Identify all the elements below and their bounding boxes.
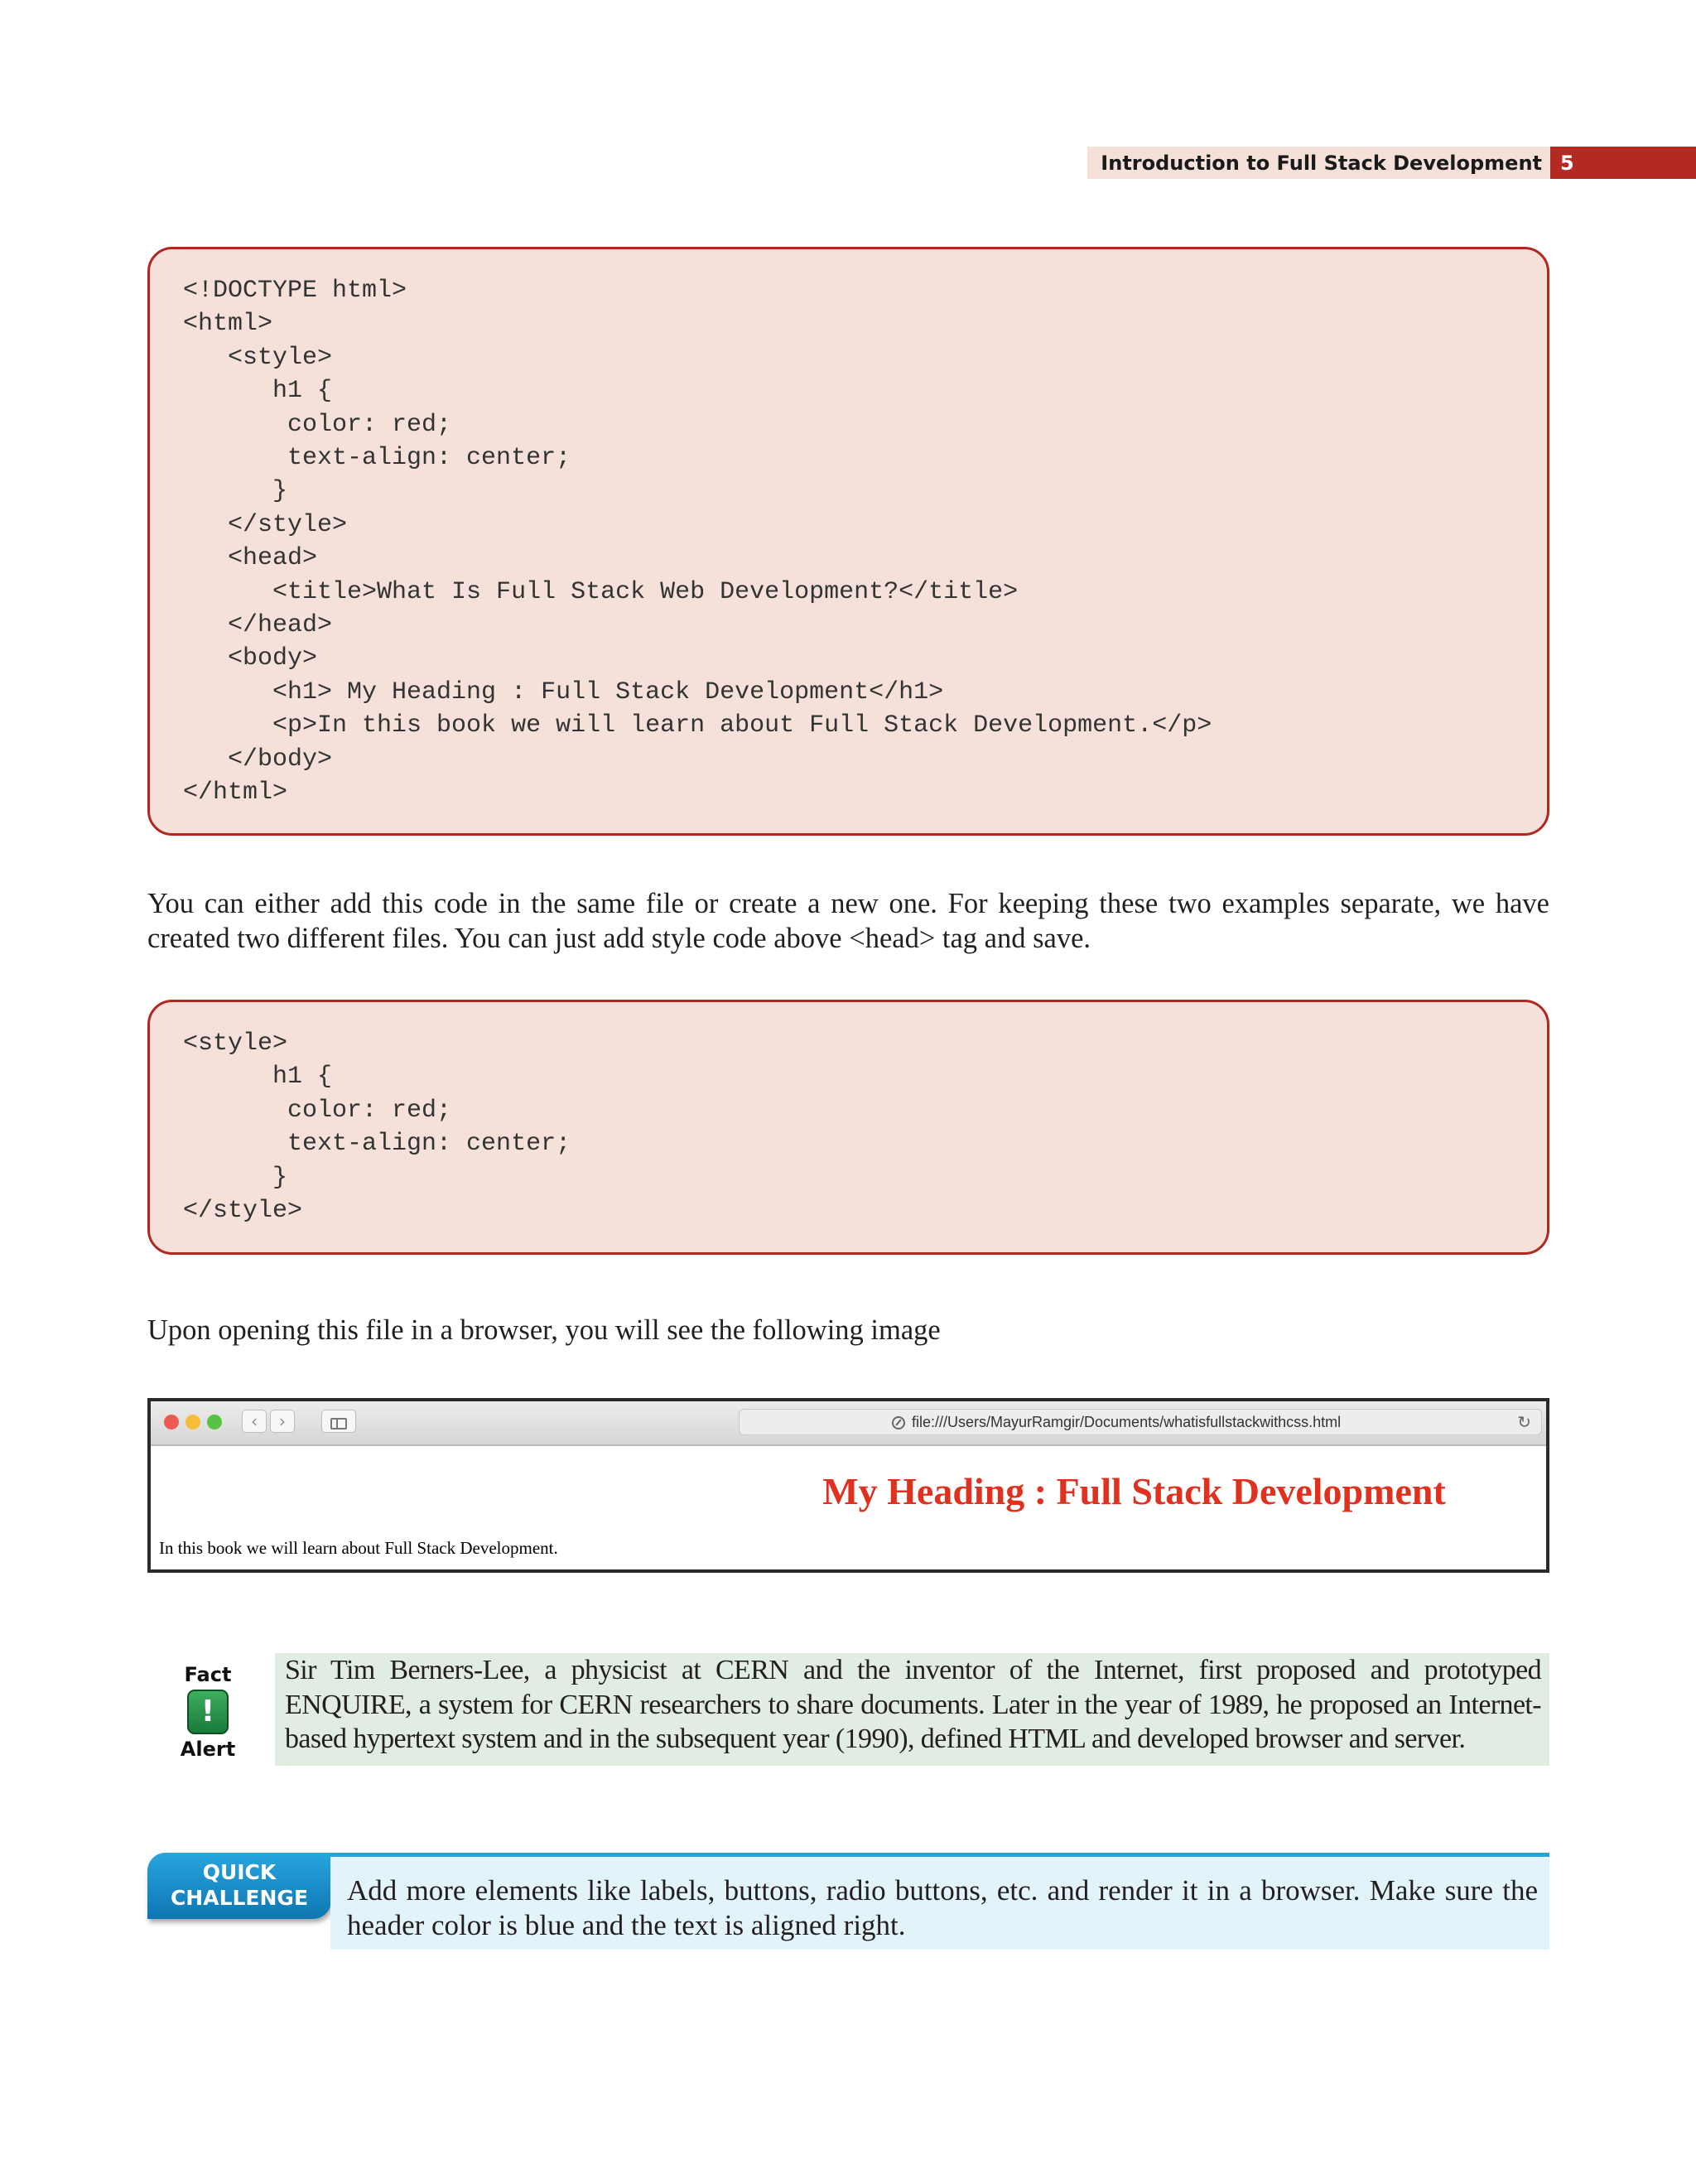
reload-icon[interactable]: ↻ — [1517, 1412, 1531, 1432]
url-text: file:///Users/MayurRamgir/Documents/whatisfullstackwithcss.html — [912, 1414, 1342, 1430]
fact-label: Fact — [184, 1663, 232, 1686]
address-bar[interactable] — [739, 1409, 1542, 1435]
challenge-label: CHALLENGE — [170, 1886, 309, 1910]
rendered-heading: My Heading : Full Stack Development — [822, 1470, 1446, 1512]
body-paragraph: You can either add this code in the same file or create a new one. For keeping these two examples separate, we have created two different files. You can just add style code above <head> tag and save. — [147, 888, 1549, 954]
code-listing: <style> h1 { color: red; text-align: center; } </style> — [183, 1029, 571, 1226]
fact-alert-icon — [171, 1663, 245, 1761]
sidebar-icon[interactable] — [321, 1410, 356, 1433]
fact-alert-text: Sir Tim Berners-Lee, a physicist at CERN and the inventor of the Internet, first proposed and prototyped ENQUIRE, a system for CERN researchers to share documents. Later in the year of 1989, he proposed an Internet-based hypertext system and in the subsequent year (1990), defined HTML and developed browser and server. — [275, 1653, 1549, 1766]
exclamation-icon: ! — [187, 1690, 229, 1734]
alert-label: Alert — [180, 1738, 236, 1761]
chevron-left-icon[interactable]: ‹ — [242, 1410, 267, 1433]
browser-screenshot — [147, 1398, 1549, 1573]
quick-challenge-badge — [147, 1853, 331, 1919]
rendered-paragraph: In this book we will learn about Full Stack Development. — [159, 1538, 558, 1558]
quick-label: QUICK — [202, 1860, 277, 1884]
browser-toolbar — [151, 1401, 1546, 1446]
quick-challenge-text: Add more elements like labels, buttons, radio buttons, etc. and render it in a browser. Make sure the header color is blue and the text is aligned right. — [330, 1853, 1549, 1950]
close-dot-icon[interactable] — [164, 1415, 179, 1429]
zoom-dot-icon[interactable] — [207, 1415, 222, 1429]
body-paragraph: Upon opening this file in a browser, you will see the following image — [147, 1314, 941, 1346]
code-block-full-html — [147, 247, 1549, 836]
compass-icon — [892, 1416, 905, 1429]
minimize-dot-icon[interactable] — [186, 1415, 200, 1429]
page-number: 5 — [1550, 147, 1696, 179]
code-listing: <!DOCTYPE html> <html> <style> h1 { color: red; text-align: center; } </style> <head> <title>What Is Full Stack Web Development?</title> </head> <body> <h1> My Heading : Full Stack Development</h1> <p>In this book we will learn about Full Stack Development.</p> </body> </html> — [183, 277, 1212, 808]
running-header-title: Introduction to Full Stack Development — [1087, 147, 1550, 179]
code-block-style — [147, 1000, 1549, 1255]
running-header — [1087, 147, 1696, 179]
chevron-right-icon[interactable]: › — [270, 1410, 295, 1433]
